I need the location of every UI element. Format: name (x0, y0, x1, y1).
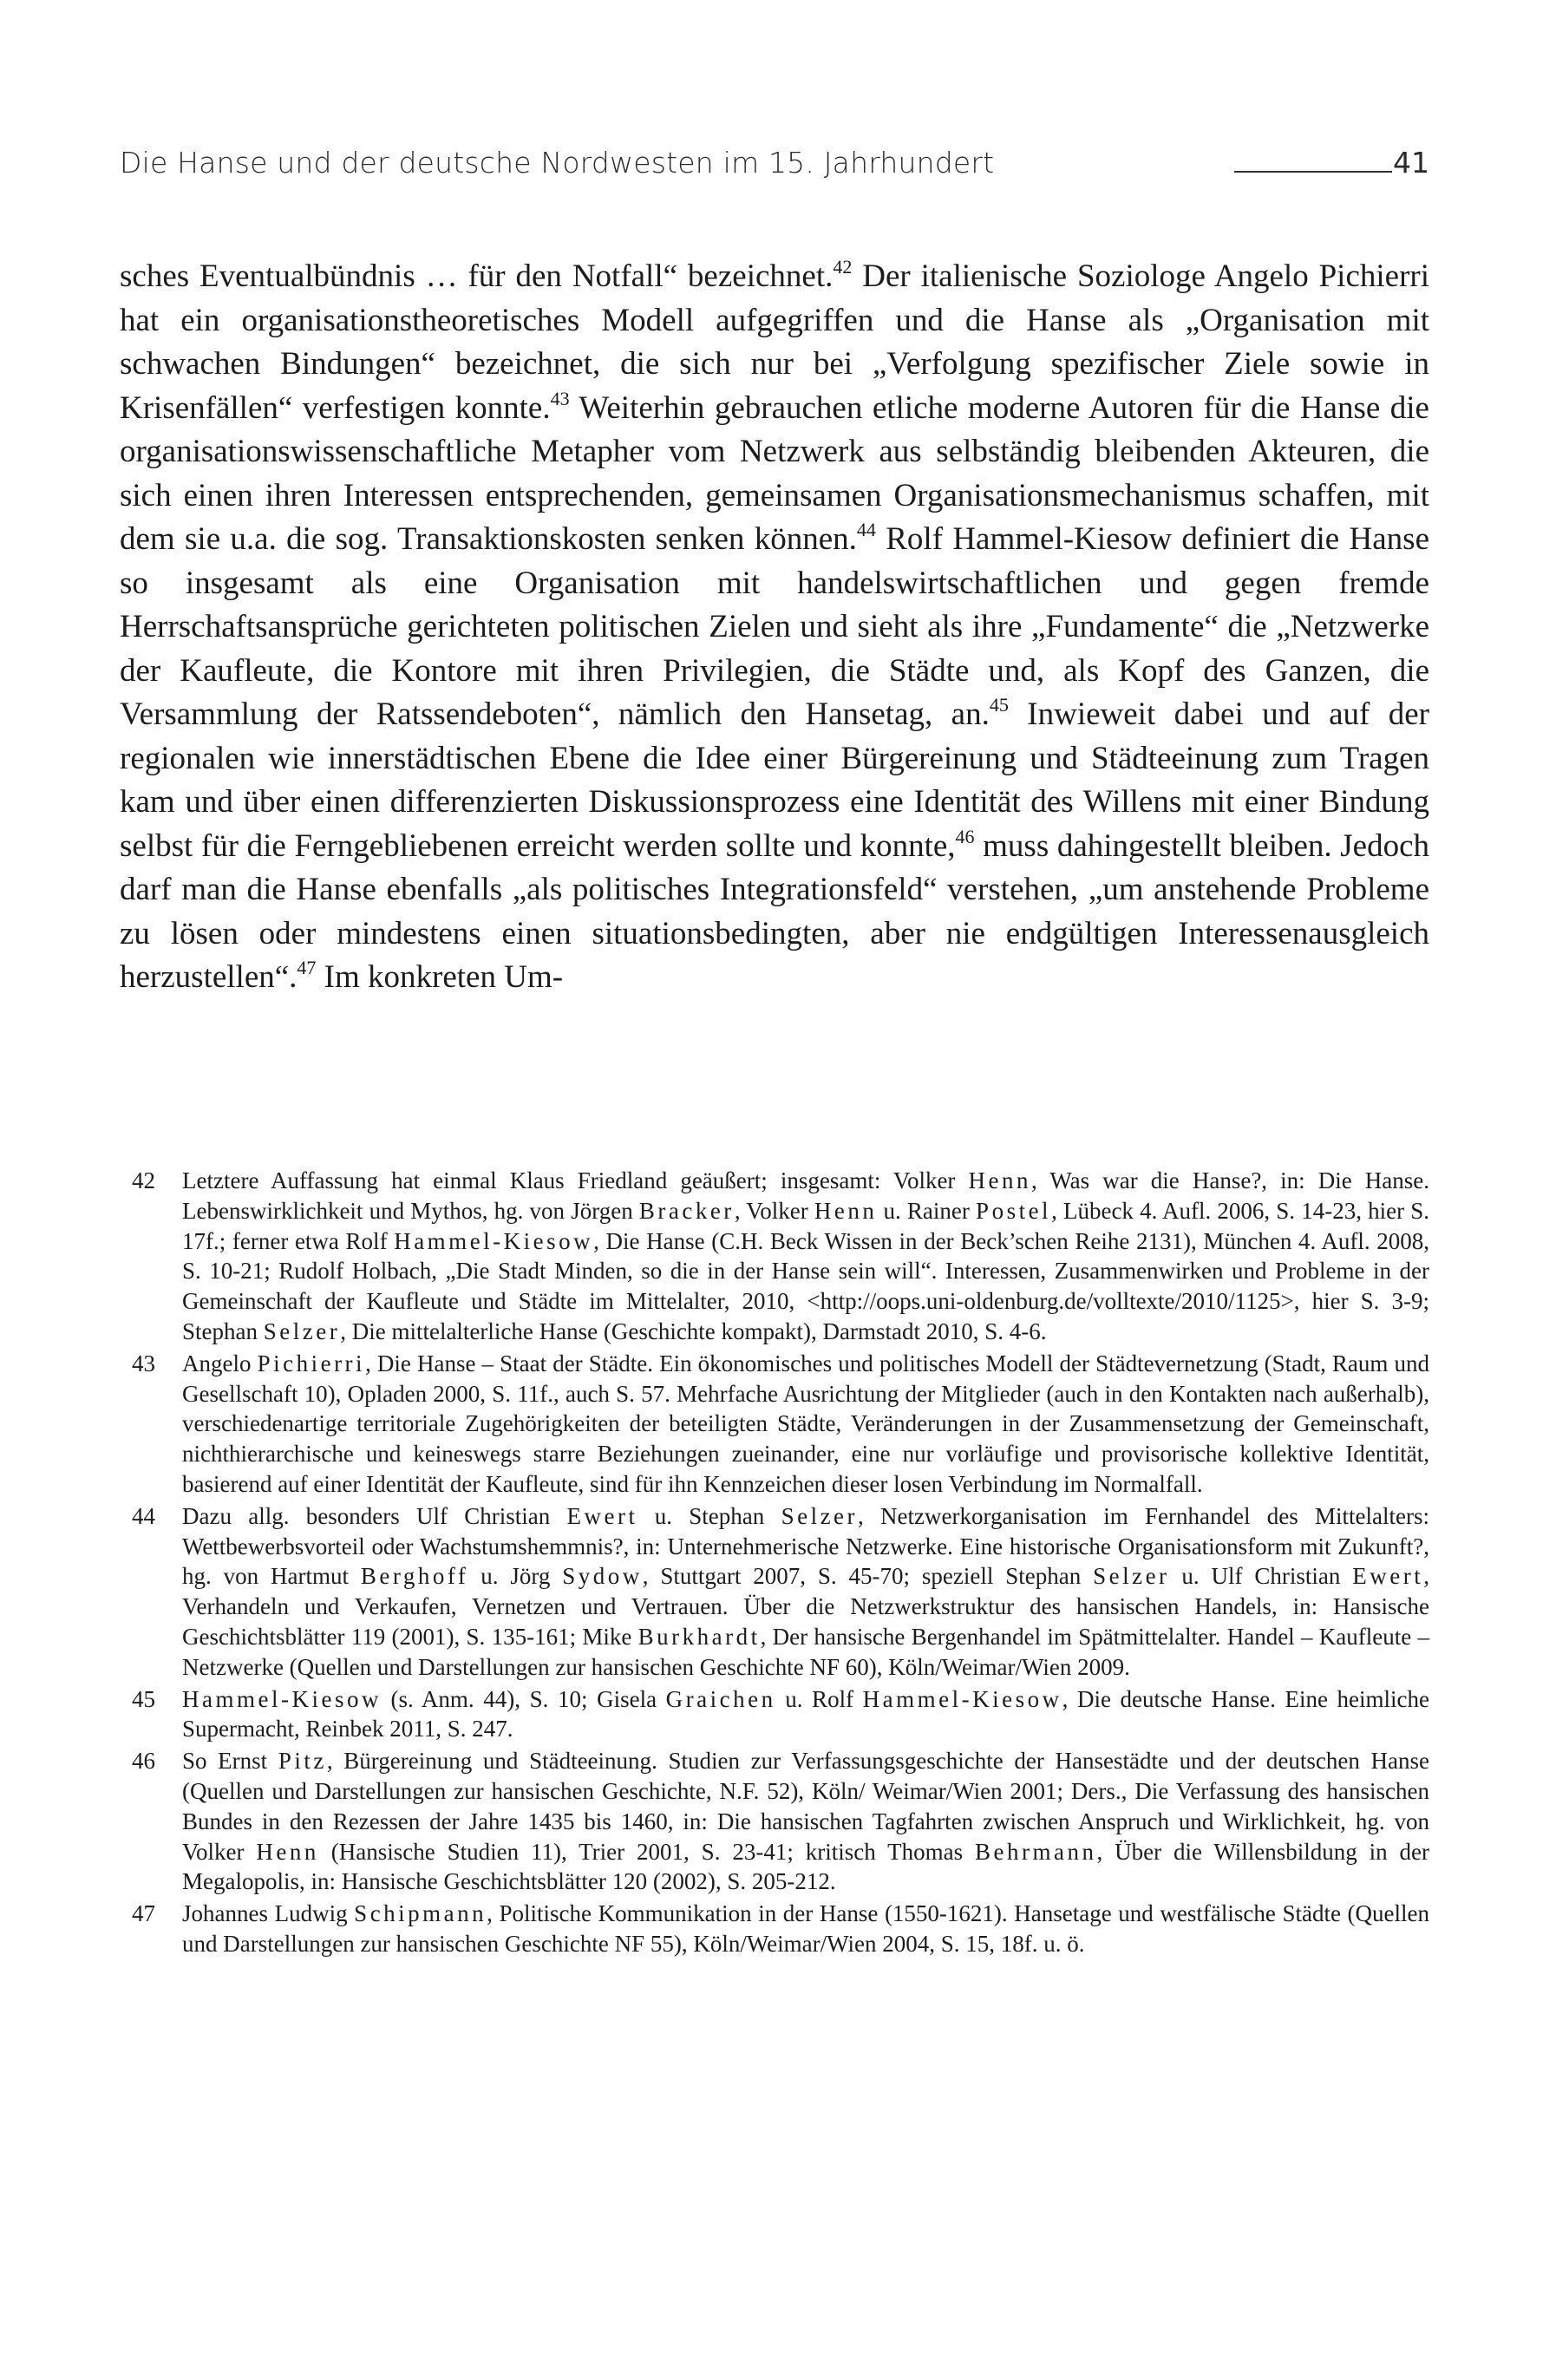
body-text-run: sches Eventualbündnis … für den Notfall“ bezeichnet. (120, 258, 834, 294)
footnote-text: , Die deutsche Hanse. Eine heimliche Supermacht, Reinbek 2011, S. 247. (182, 1685, 1429, 1742)
footnote-text: (Hansische Studien 11), Trier 2001, S. 23-41; kritisch Thomas (318, 1838, 975, 1865)
footnote-text: , Die Hanse (C.H. Beck Wissen in der Beck’schen Reihe 2131), München 4. Aufl. 2008, S. 10-21; Rudolf Holbach, „Die Stadt Minden, so die in der Hanse sein will“. Interessen, Zusammenwirken und Probleme in der Gemeinschaft der Kaufleute und Städte im Mittelalter, 2010, <http://oops.uni-oldenburg.de/volltexte/2010/1125>, hier S. 3-9; Stephan (182, 1227, 1430, 1344)
footnote-45 (120, 1684, 1429, 1745)
footnote-ref-47: 47 (297, 957, 317, 978)
author-name: Schipmann (354, 1900, 487, 1927)
running-header (120, 146, 1429, 189)
footnote-ref-45: 45 (989, 694, 1009, 716)
footnote-47 (120, 1899, 1429, 1959)
footnote-text: Johannes Ludwig (182, 1900, 355, 1927)
footnote-text: u. Rolf (775, 1685, 863, 1712)
author-name: Selzer (781, 1502, 859, 1529)
footnote-46 (120, 1746, 1429, 1897)
footnote-44 (120, 1501, 1429, 1683)
footnote-text: , Volker (734, 1197, 814, 1224)
footnote-text: , Der hansische Bergenhandel im Spätmittelalter. Handel – Kaufleute – Netzwerke (Quellen und Darstellungen zur hansischen Geschichte NF 60), Köln/Weimar/Wien 2009. (182, 1623, 1429, 1680)
header-rule (1234, 171, 1392, 173)
footnote-text: So Ernst (182, 1748, 278, 1775)
body-text-run: Im konkreten Um- (316, 959, 564, 995)
footnote-text: , Über die Willensbildung in der Megalopolis, in: Hansische Geschichtsblätter 120 (2002), S. 205-212. (182, 1838, 1429, 1895)
footnote-number: 42 (132, 1167, 155, 1193)
footnote-text: u. Ulf Christian (1169, 1563, 1353, 1590)
author-name: Henn (968, 1167, 1031, 1193)
body-text-run: Der italienische Soziologe Angelo Pichierri hat ein organisationstheoretisches Modell aufgegriffen und die Hanse als „Organisation mit schwachen Bindungen“ bezeichnet, die sich nur bei „Verfolgung spezifischer Ziele sowie in Krisenfällen“ verfestigen konnte. (120, 258, 1430, 426)
author-name: Selzer (1093, 1563, 1170, 1590)
body-text-run: Rolf Hammel-Kiesow definiert die Hanse so insgesamt als eine Organisation mit handelswirtschaftlichen und gegen fremde Herrschaftsansprüche gerichteten politischen Zielen und sieht als ihre „Fundamente“ die „Netzwerke der Kaufleute, die Kontore mit ihren Privilegien, die Städte und, als Kopf des Ganzen, die Versammlung der Ratssendeboten“, nämlich den Hansetag, an. (120, 521, 1430, 732)
running-title: Die Hanse und der deutsche Nordwesten im 15. Jahrhundert (120, 146, 995, 180)
footnote-ref-44: 44 (856, 519, 876, 540)
footnote-text: , Verhandeln und Verkaufen, Vernetzen und Vertrauen. Über die Netzwerkstruktur des hansischen Handels, in: Hansische Geschichtsblätter 119 (2001), S. 135-161; Mike (182, 1563, 1429, 1650)
author-name: Pitz (278, 1748, 327, 1775)
footnote-text: Dazu allg. besonders Ulf Christian (182, 1502, 567, 1529)
footnote-text: , Stuttgart 2007, S. 45-70; speziell Stephan (642, 1563, 1094, 1590)
body-text-run: Weiterhin gebrauchen etliche moderne Autoren für die Hanse die organisationswissenschaftliche Metapher vom Netzwerk aus selbständig bleibenden Akteuren, die sich einen ihren Interessen entsprechenden, gemeinsamen Organisationsmechanismus schaffen, mit dem sie u.a. die sog. Transaktionskosten senken können. (120, 389, 1429, 557)
author-name: Hammel-Kiesow (862, 1685, 1062, 1712)
footnote-42 (120, 1166, 1429, 1347)
footnote-number: 45 (132, 1685, 155, 1712)
author-name: Henn (814, 1197, 878, 1224)
footnote-text: , Was war die Hanse?, in: Die Hanse. Lebenswirklichkeit und Mythos, hg. von Jörgen (182, 1167, 1430, 1224)
author-name: Ewert (566, 1502, 638, 1529)
footnote-text: , Lübeck 4. Aufl. 2006, S. 14-23, hier S. 17f.; ferner etwa Rolf (182, 1197, 1429, 1254)
footnote-text: (s. Anm. 44), S. 10; Gisela (381, 1685, 666, 1712)
footnote-text: , Bürgereinung und Städteeinung. Studien zur Verfassungsgeschichte der Hansestädte und der deutschen Hanse (Quellen und Darstellungen zur hansischen Geschichte, N.F. 52), Köln/ Weimar/Wien 2001; Ders., Die Verfassung des hansischen Bundes in den Rezessen der Jahre 1435 bis 1460, in: Die hansischen Tagfahrten zwischen Anspruch und Wirklichkeit, hg. von Volker (182, 1748, 1429, 1865)
author-name: Sydow (562, 1563, 643, 1590)
footnote-text: Angelo (182, 1350, 258, 1376)
author-name: Selzer (263, 1318, 341, 1344)
footnote-number: 44 (132, 1502, 155, 1529)
footnote-text: , Die mittelalterliche Hanse (Geschichte kompakt), Darmstadt 2010, S. 4-6. (340, 1318, 1047, 1344)
footnote-ref-43: 43 (550, 387, 570, 409)
author-name: Ewert (1352, 1563, 1424, 1590)
footnote-text: , Die Hanse – Staat der Städte. Ein ökonomisches und politisches Modell der Städtevernetzung (Stadt, Raum und Gesellschaft 10), Opladen 2000, S. 11f., auch S. 57. Mehrfache Ausrichtung der Mitglieder (auch in den Kontakten nach außerhalb), verschiedenartige territoriale Zugehörigkeiten der beteiligten Städte, Veränderungen in der Zusammensetzung der Gemeinschaft, nichthierarchische und keineswegs starre Beziehungen zueinander, eine nur vorläufige und provisorische kollektive Identität, basierend auf einer Identität der Kaufleute, sind für ihn Kennzeichen dieser losen Verbindung im Normalfall. (182, 1350, 1430, 1497)
footnote-number: 43 (132, 1350, 155, 1376)
author-name: Burkhardt (637, 1623, 761, 1650)
author-name: Graichen (665, 1685, 776, 1712)
footnote-text: Letztere Auffassung hat einmal Klaus Friedland geäußert; insgesamt: Volker (182, 1167, 969, 1193)
footnotes (120, 1166, 1429, 1961)
footnote-number: 46 (132, 1748, 155, 1775)
author-name: Henn (256, 1838, 319, 1865)
author-name: Hammel-Kiesow (182, 1685, 382, 1712)
footnote-text: u. Rainer (877, 1197, 977, 1224)
footnote-text: , Politische Kommunikation in der Hanse (1550-1621). Hansetage und westfälische Städte (Quellen und Darstellungen zur hansischen Geschichte NF 55), Köln/Weimar/Wien 2004, S. 15, 18f. u. ö. (182, 1900, 1429, 1957)
body-text (120, 255, 1429, 1000)
author-name: Hammel-Kiesow (394, 1227, 594, 1254)
footnote-text: , Netzwerkorganisation im Fernhandel des Mittelalters: Wettbewerbsvorteil oder Wachstumshemmnis?, in: Unternehmerische Netzwerke. Eine historische Organisationsform mit Zukunft?, hg. von Hartmut (182, 1502, 1429, 1590)
author-name: Bracker (638, 1197, 735, 1224)
footnote-text: u. Stephan (637, 1502, 781, 1529)
footnote-ref-42: 42 (833, 256, 853, 278)
body-text-run: Inwieweit dabei und auf der regionalen wie innerstädtischen Ebene die Idee einer Bürgereinung und Städteeinung zum Tragen kam und über einen differenzierten Diskussionsprozess eine Identität des Willens mit einer Bindung selbst für die Ferngebliebenen erreicht werden sollte und konnte, (120, 696, 1429, 864)
author-name: Pichierri (257, 1350, 366, 1376)
footnote-ref-46: 46 (955, 825, 975, 847)
author-name: Behrmann (974, 1838, 1097, 1865)
footnote-number: 47 (132, 1900, 155, 1927)
author-name: Berghoff (360, 1563, 469, 1590)
author-name: Postel (976, 1197, 1052, 1224)
body-paragraph (120, 255, 1429, 1000)
body-text-run: muss dahingestellt bleiben. Jedoch darf man die Hanse ebenfalls „als politisches Integrationsfeld“ verstehen, „um anstehende Probleme zu lösen oder mindestens einen situationsbedingten, aber nie endgültigen Interessenausgleich herzustellen“. (120, 827, 1429, 995)
footnote-text: u. Jörg (468, 1563, 563, 1590)
footnote-43 (120, 1349, 1429, 1500)
page-number: 41 (1393, 146, 1429, 180)
